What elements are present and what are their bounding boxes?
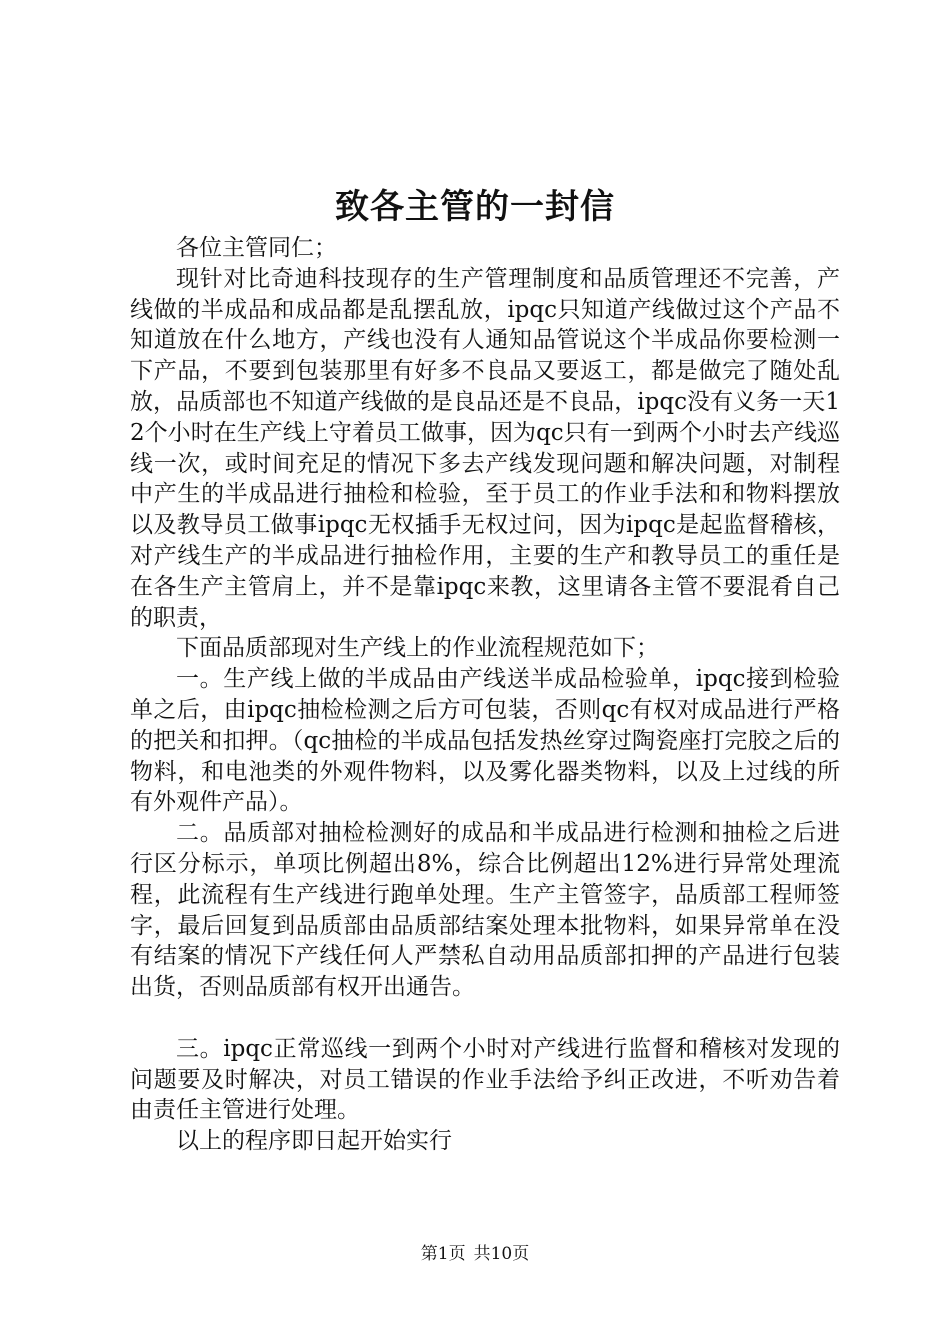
closing-paragraph: 以上的程序即日起开始实行: [176, 1128, 452, 1155]
document-title: 致各主管的一封信: [335, 187, 615, 227]
body-paragraph-intro: 下面品质部现对生产线上的作业流程规范如下；: [176, 635, 659, 662]
page-number: 第1页: [420, 1244, 466, 1264]
rule-paragraph-3: 三。ipqc正常巡线一到两个小时对产线进行监督和稽核对发现的问题要及时解决，对员工错误的作业手法给予纠正改进，不听劝告着由责任主管进行处理。: [130, 1035, 840, 1124]
page-footer: [0, 1242, 950, 1266]
document-body: [130, 233, 840, 1157]
salutation-paragraph: 各位主管同仁；: [176, 235, 337, 261]
body-paragraph-issue: 现针对比奇迪科技现存的生产管理制度和品质管理还不完善，产线做的半成品和成品都是乱摆乱放，ipqc只知道产线做过这个产品不知道放在什么地方，产线也没有人通知品管说这个半成品你要检测一下产品，不要到包装那里有好多不良品又要返工，都是做完了随处乱放，品质部也不知道产线做的是良品还是不良品，ipqc没有义务一天12个小时在生产线上守着员工做事，因为qc只有一到两个小时去产线巡线一次，或时间充足的情况下多去产线发现问题和解决问题，对制程中产生的半成品进行抽检和检验，至于员工的作业手法和和物料摆放以及教导员工做事ipqc无权插手无权过问，因为ipqc是起监督稽核，对产线生产的半成品进行抽检作用，主要的生产和教导员工的重任是在各生产主管肩上，并不是靠ipqc来教，这里请各主管不要混肴自己的职责，: [130, 265, 840, 631]
page-total: 共10页: [473, 1244, 530, 1264]
rule-paragraph-2: 二。品质部对抽检检测好的成品和半成品进行检测和抽检之后进行区分标示，单项比例超出8%，综合比例超出12%进行异常处理流程，此流程有生产线进行跑单处理。生产主管签字，品质部工程师签字，最后回复到品质部由品质部结案处理本批物料，如果异常单在没有结案的情况下产线任何人严禁私自动用品质部扣押的产品进行包装出货，否则品质部有权开出通告。: [130, 820, 840, 1001]
rule-paragraph-1: 一。生产线上做的半成品由产线送半成品检验单，ipqc接到检验单之后，由ipqc抽检检测之后方可包装，否则qc有权对成品进行严格的把关和扣押。（qc抽检的半成品包括发热丝穿过陶瓷座打完胶之后的物料，和电池类的外观件物料，以及雾化器类物料，以及上过线的所有外观件产品）。: [130, 666, 840, 816]
